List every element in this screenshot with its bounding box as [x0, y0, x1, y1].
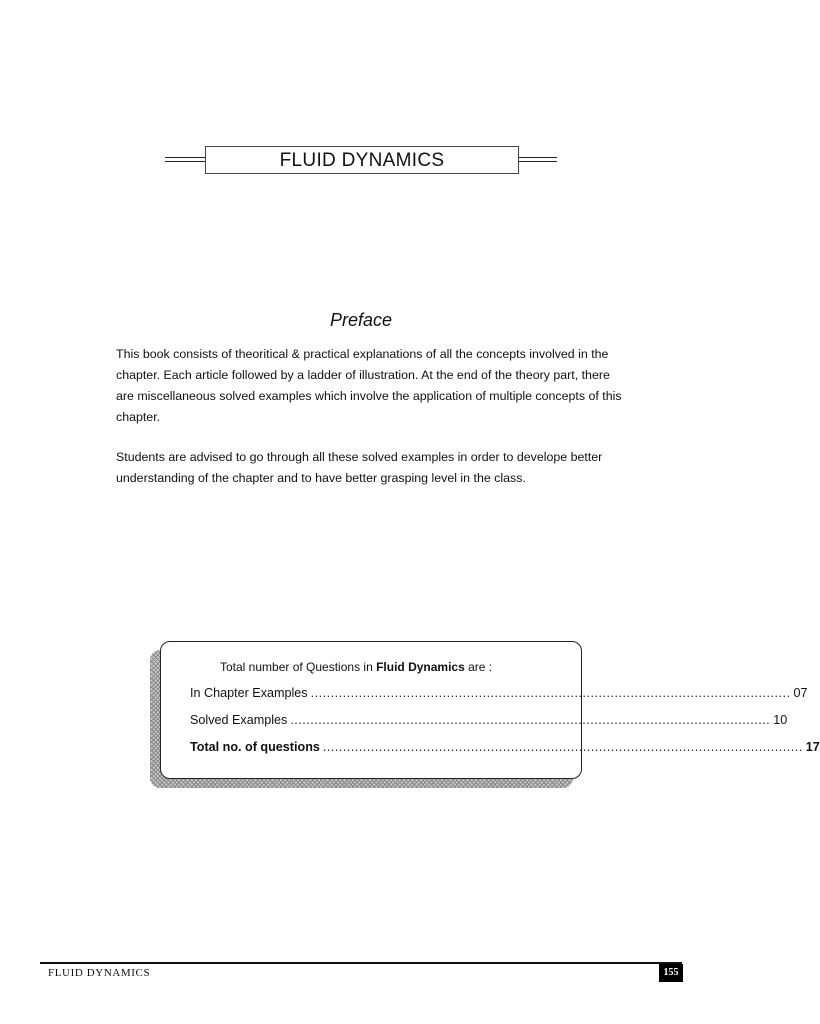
title-rule-left-bottom	[165, 161, 205, 162]
footer-rule	[40, 962, 682, 964]
row-value: 10	[773, 713, 788, 727]
summary-intro-suffix: are :	[468, 660, 493, 674]
summary-intro-prefix: Total number of Questions in	[220, 660, 373, 674]
row-value: 07	[793, 686, 808, 700]
leader-dots: ........................................................................................................................	[322, 740, 803, 754]
page-number: 155	[659, 964, 683, 982]
chapter-title: FLUID DYNAMICS	[205, 146, 519, 174]
row-label: In Chapter Examples	[190, 686, 308, 700]
summary-intro-subject: Fluid Dynamics	[376, 660, 465, 674]
leader-dots: ........................................................................................................................	[290, 713, 771, 727]
title-rule-left-top	[165, 157, 205, 158]
preface-paragraph-2: Students are advised to go through all these solved examples in order to develope better understanding of the chapter and to have better grasping level in the class.	[116, 450, 603, 485]
leader-dots: ........................................................................................................................	[310, 686, 791, 700]
title-rule-right-bottom	[519, 161, 557, 162]
summary-intro	[220, 660, 492, 674]
summary-row-total	[190, 740, 820, 754]
preface-heading: Preface	[329, 310, 393, 330]
row-label: Solved Examples	[190, 713, 288, 727]
preface-paragraph-1: This book consists of theoritical & practical explanations of all the concepts involved in the chapter. Each article followed by a ladder of illustration. At the end of the theory part, there are miscellaneous solved examples which involve the application of multiple concepts of this chapter.	[116, 347, 622, 424]
footer-title: FLUID DYNAMICS	[48, 967, 151, 979]
summary-row-solved	[190, 713, 788, 727]
row-label: Total no. of questions	[190, 740, 320, 754]
row-value: 17	[805, 740, 820, 754]
summary-row-in-chapter	[190, 686, 808, 700]
title-rule-right-top	[519, 157, 557, 158]
